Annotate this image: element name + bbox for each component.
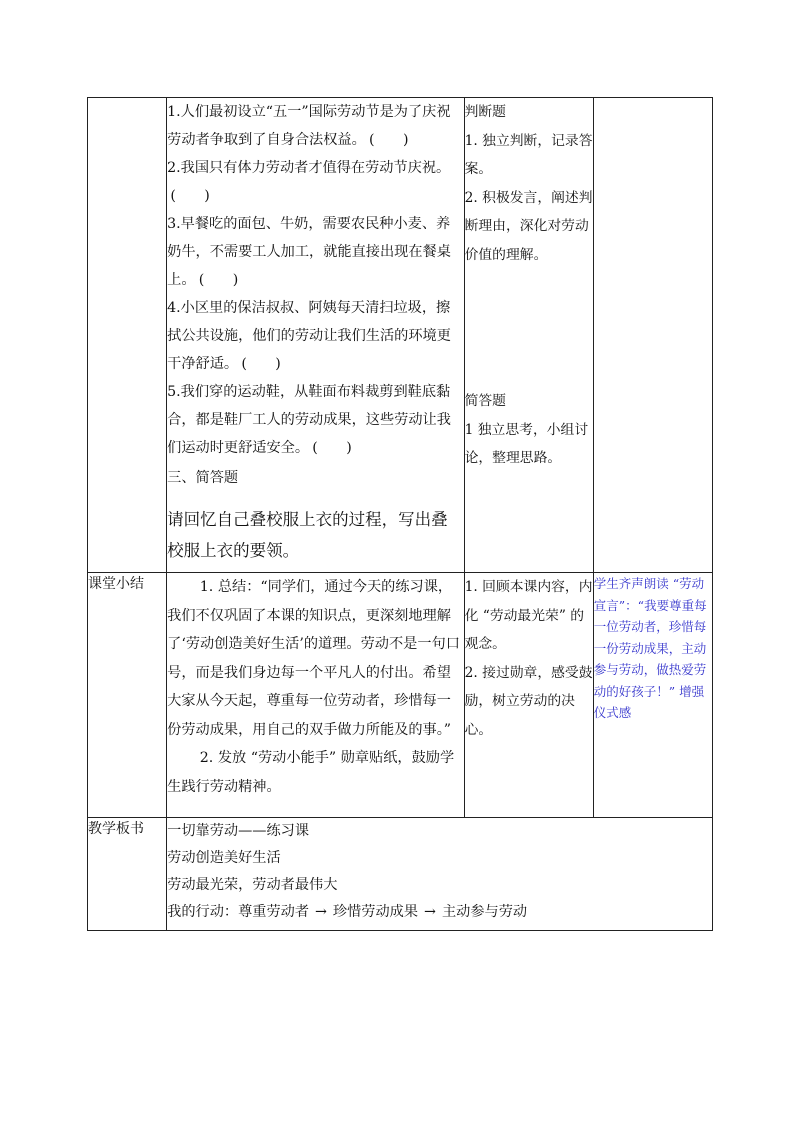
arrow-right-icon: → (315, 904, 327, 920)
board-line-3: 劳动最光荣，劳动者最伟大 (167, 877, 338, 893)
judgment-question-1: 1.人们最初设立“五一”国际劳动节是为了庆祝劳动者争取到了自身合法权益。 ( ) (167, 104, 451, 148)
board-line-4 (167, 899, 712, 926)
board-label: 教学板书 (88, 818, 167, 931)
short-answer-heading: 三、简答题 (167, 470, 239, 486)
judge-activity-1: 1. 独立判断，记录答案。 (464, 132, 593, 177)
summary-activity-2: 2. 接过勋章，感受鼓励，树立劳动的决心。 (464, 664, 593, 738)
short-activity-1: 1 独立思考，小组讨论，整理思路。 (464, 421, 589, 466)
board-line-1: 一切靠劳动——练习课 (167, 823, 310, 839)
board-content (167, 818, 713, 931)
judgment-question-5: 5.我们穿的运动鞋，从鞋面布料裁剪到鞋底黏合，都是鞋厂工人的劳动成果，这些劳动让我们运动时更舒适安全。 ( ) (167, 384, 451, 456)
board-action-step-3: 主动参与劳动 (441, 904, 528, 920)
summary-design-note: 学生齐声朗读 “劳动宣言”：“我要尊重每一位劳动者，珍惜每一份劳动成果，主动参与劳动，做热爱劳动的好孩子！” 增强仪式感 (593, 573, 712, 818)
student-activity (464, 98, 593, 573)
summary-paragraph-2: 2. 发放 “劳动小能手” 勋章贴纸，鼓励学生践行劳动精神。 (167, 750, 455, 795)
summary-paragraph-1: 1. 总结：“同学们，通过今天的练习课，我们不仅巩固了本课的知识点，更深刻地理解了‘劳动创造美好生活’的道理。劳动不是一句口号，而是我们身边每一个平凡人的付出。希望大家从今天起，尊重每一位劳动者，珍惜每一份劳动成果，用自己的双手做力所能及的事。” (167, 579, 460, 738)
judgment-question-4: 4.小区里的保洁叔叔、阿姨每天清扫垃圾，擦拭公共设施，他们的劳动让我们生活的环境更干净舒适。 ( ) (167, 300, 451, 372)
arrow-right-icon: → (424, 904, 436, 920)
short-answer-prompt: 请回忆自己叠校服上衣的过程，写出叠校服上衣的要领。 (167, 510, 448, 560)
judge-activity-title: 判断题 (464, 104, 506, 120)
board-action-prefix: 我的行动：尊重劳动者 (167, 904, 310, 920)
summary-activity-1: 1. 回顾本课内容，内化 “劳动最光荣” 的观念。 (464, 579, 593, 652)
design-intent-empty (593, 98, 712, 573)
judgment-question-2: 2.我国只有体力劳动者才值得在劳动节庆祝。( ) (167, 160, 451, 204)
judgment-question-3: 3.早餐吃的面包、牛奶，需要农民种小麦、养奶牛，不需要工人加工，就能直接出现在餐桌上。 ( ) (167, 216, 451, 288)
exercise-row (88, 98, 713, 573)
exercise-content (167, 98, 464, 573)
short-activity-title: 简答题 (464, 393, 506, 409)
board-line-2: 劳动创造美好生活 (167, 850, 281, 866)
judge-activity-2: 2. 积极发言，阐述判断理由，深化对劳动价值的理解。 (464, 189, 593, 263)
summary-row (88, 573, 713, 818)
board-row (88, 818, 713, 931)
summary-student-activity (464, 573, 593, 818)
row-label-empty (88, 98, 167, 573)
board-action-step-2: 珍惜劳动成果 (332, 904, 419, 920)
lesson-plan-table (87, 97, 713, 931)
summary-label: 课堂小结 (88, 573, 167, 818)
summary-content (167, 573, 464, 818)
